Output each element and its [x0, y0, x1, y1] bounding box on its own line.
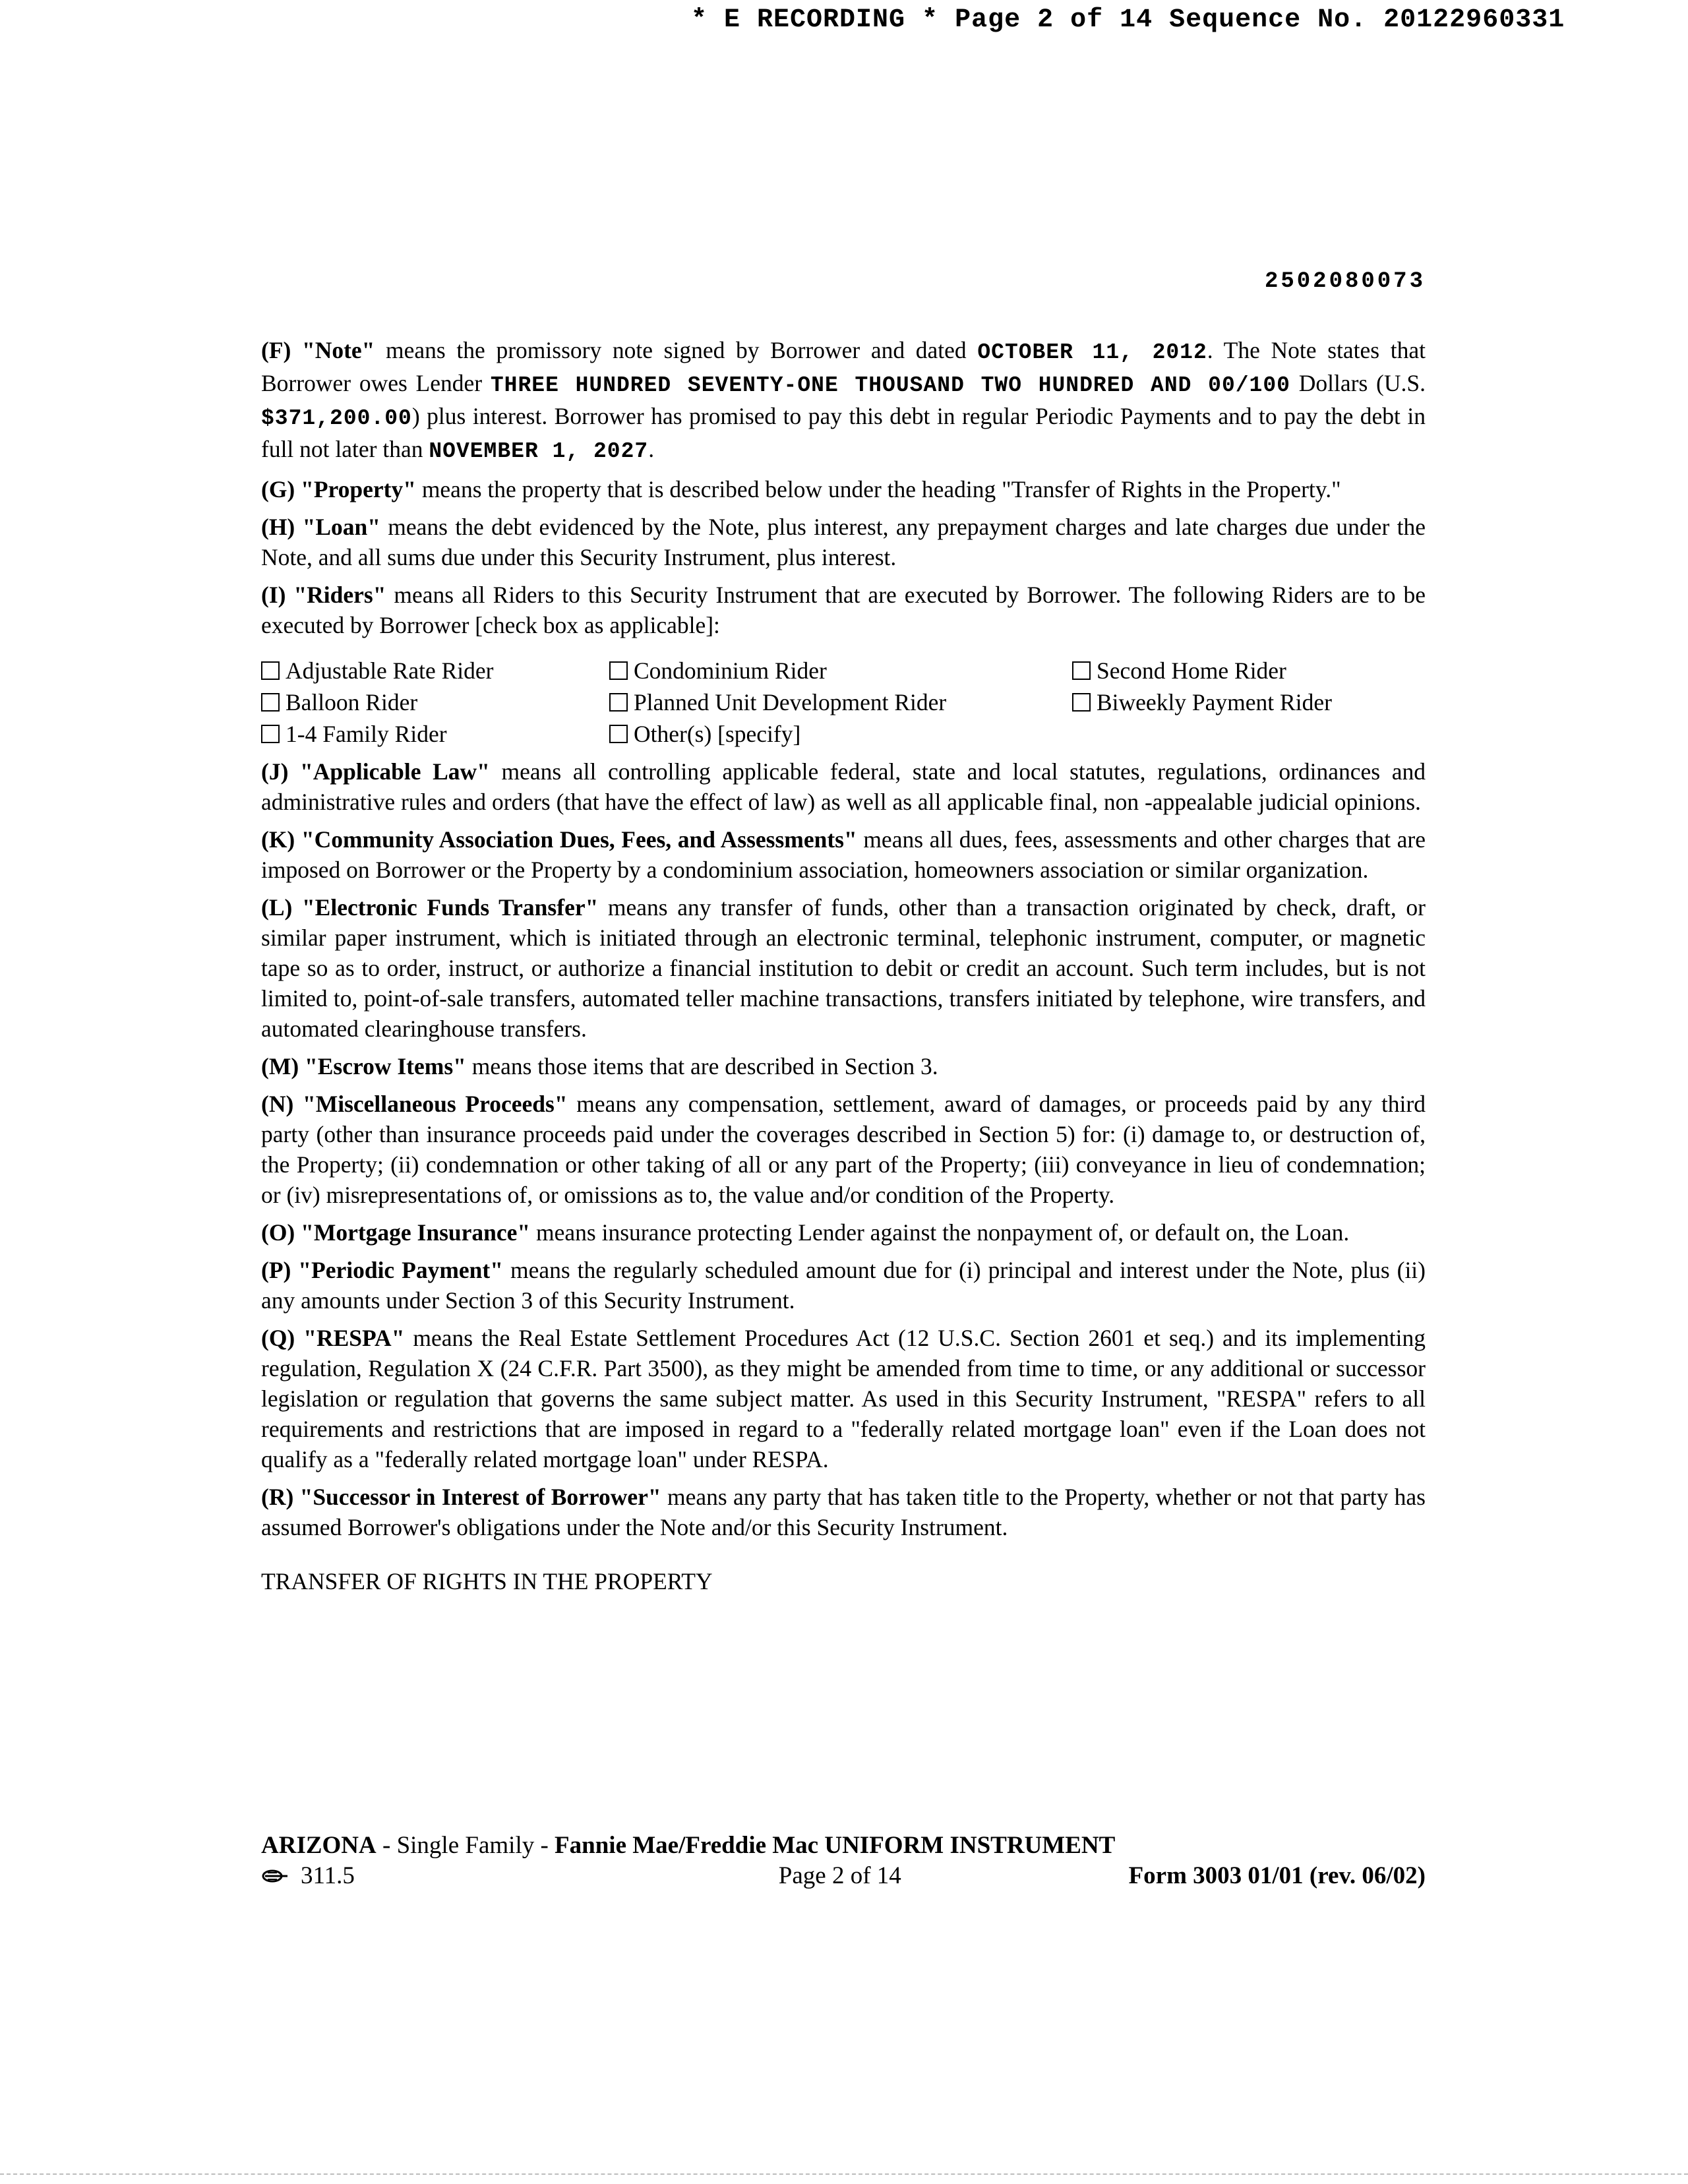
footer-line-1 — [261, 1831, 1426, 1861]
definition-term: (I) "Riders" — [261, 582, 386, 608]
rider-planned-unit-development[interactable] — [609, 686, 1072, 718]
rider-label: 1-4 Family Rider — [286, 721, 447, 747]
footer-line-2 — [261, 1861, 1426, 1891]
definition-i — [261, 580, 1426, 640]
definition-text: means the regularly scheduled amount due for (i) principal and interest under the Note, plus (ii) any amounts under Section 3 of this Security Instrument. — [261, 1257, 1426, 1314]
rider-label: Biweekly Payment Rider — [1097, 689, 1332, 715]
rider-biweekly-payment[interactable] — [1072, 686, 1426, 718]
definition-l — [261, 892, 1426, 1044]
rider-label: Balloon Rider — [286, 689, 418, 715]
section-heading: TRANSFER OF RIGHTS IN THE PROPERTY — [261, 1568, 713, 1594]
definition-term: (Q) "RESPA" — [261, 1325, 405, 1351]
definition-f — [261, 335, 1426, 467]
definition-text: Dollars (U.S. — [1290, 370, 1426, 396]
form-code: 311.5 — [301, 1862, 355, 1889]
loan-amount: $371,200.00 — [261, 406, 412, 431]
rider-label: Planned Unit Development Rider — [634, 689, 947, 715]
definition-h — [261, 512, 1426, 572]
definition-r — [261, 1482, 1426, 1542]
form-logo-icon — [261, 1869, 289, 1883]
definition-text: means any transfer of funds, other than a transaction originated by check, draft, or similar paper instrument, which is initiated through an electronic terminal, telephonic instrument, computer, or magnetic tape so as to order, instruct, or authorize a financial institution to debit or credit an account. Such term includes, but is not limited to, point-of-sale transfers, automated teller machine transactions, transfers initiated by telephone, wire transfers, and automated clearinghouse transfers. — [261, 894, 1426, 1042]
definition-j — [261, 756, 1426, 817]
definition-term: (N) "Miscellaneous Proceeds" — [261, 1091, 568, 1117]
document-body — [261, 335, 1426, 1604]
loan-number: 2502080073 — [1264, 269, 1426, 294]
definition-text: means any party that has taken title to the Property, whether or not that party has assumed Borrower's obligations under the Note and/or this Security Instrument. — [261, 1484, 1426, 1540]
definition-text: means those items that are described in Section 3. — [466, 1053, 938, 1079]
checkbox[interactable] — [609, 661, 628, 680]
definition-text: ) plus interest. Borrower has promised to pay this debt in regular Periodic Payments and to pay the debt in full not later than — [261, 403, 1426, 462]
definition-term: (F) "Note" — [261, 337, 375, 363]
definition-q — [261, 1323, 1426, 1474]
definition-text: means all Riders to this Security Instrument that are executed by Borrower. The following Riders are to be executed by Borrower [check box as applicable]: — [261, 582, 1426, 638]
form-number: Form 3003 01/01 (rev. 06/02) — [1128, 1862, 1426, 1889]
rider-other[interactable] — [609, 718, 1072, 750]
recording-stamp: * E RECORDING * Page 2 of 14 Sequence No. 20122960331 — [691, 5, 1565, 35]
definition-term: (O) "Mortgage Insurance" — [261, 1219, 531, 1246]
checkbox[interactable] — [261, 693, 280, 712]
definition-text: means the Real Estate Settlement Procedures Act (12 U.S.C. Section 2601 et seq.) and its implementing regulation, Regulation X (24 C.F.R. Part 3500), as they might be amended from time to time, or any additional or successor legislation or regulation that governs the same subject matter. As used in this Security Instrument, "RESPA" refers to all requirements and restrictions that are imposed in regard to a "federally related mortgage loan" even if the Loan does not qualify as a "federally related mortgage loan" under RESPA. — [261, 1325, 1426, 1472]
checkbox[interactable] — [609, 693, 628, 712]
footer-separator: - Single Family - — [376, 1832, 555, 1859]
checkbox[interactable] — [1072, 661, 1091, 680]
rider-adjustable-rate[interactable] — [261, 655, 609, 686]
definition-term: (L) "Electronic Funds Transfer" — [261, 894, 599, 921]
definition-p — [261, 1255, 1426, 1316]
definition-o — [261, 1217, 1426, 1248]
rider-label: Adjustable Rate Rider — [286, 657, 494, 684]
definition-m — [261, 1051, 1426, 1081]
loan-amount-words: THREE HUNDRED SEVENTY-ONE THOUSAND TWO HUNDRED AND 00/100 — [490, 373, 1290, 398]
page-bottom-rule — [0, 2173, 1688, 2175]
footer-form-code — [261, 1861, 551, 1891]
checkbox[interactable] — [1072, 693, 1091, 712]
definition-text: . The Note states that Borrower owes Lender — [261, 337, 1426, 396]
definition-text: means the promissory note signed by Borrower and dated — [375, 337, 978, 363]
definition-k — [261, 824, 1426, 885]
definition-term: (K) "Community Association Dues, Fees, and Assessments" — [261, 826, 857, 853]
rider-label: Other(s) [specify] — [634, 721, 801, 747]
definition-term: (J) "Applicable Law" — [261, 758, 490, 785]
riders-checklist — [261, 655, 1426, 750]
definition-text: means all controlling applicable federal, state and local statutes, regulations, ordinances and administrative rules and orders (that have the effect of law) as well as all applicable final, non -appealable judicial opinions. — [261, 758, 1426, 815]
footer-state: ARIZONA — [261, 1832, 377, 1859]
checkbox[interactable] — [261, 661, 280, 680]
definition-term: (P) "Periodic Payment" — [261, 1257, 503, 1283]
definition-term: (H) "Loan" — [261, 514, 380, 540]
rider-condominium[interactable] — [609, 655, 1072, 686]
rider-label: Condominium Rider — [634, 657, 827, 684]
rider-second-home[interactable] — [1072, 655, 1426, 686]
definition-term: (R) "Successor in Interest of Borrower" — [261, 1484, 661, 1510]
definition-term: (M) "Escrow Items" — [261, 1053, 466, 1079]
page-footer — [261, 1831, 1426, 1891]
maturity-date: NOVEMBER 1, 2027 — [429, 439, 649, 464]
rider-label: Second Home Rider — [1097, 657, 1286, 684]
definition-text: means the debt evidenced by the Note, plus interest, any prepayment charges and late charges due under the Note, and all sums due under this Security Instrument, plus interest. — [261, 514, 1426, 570]
definition-text: means insurance protecting Lender against the nonpayment of, or default on, the Loan. — [530, 1219, 1350, 1246]
definition-text: means any compensation, settlement, award of damages, or proceeds paid by any third party (other than insurance proceeds paid under the coverages described in Section 5) for: (i) damage to, or destruction of, the Property; (ii) condemnation or other taking of all or any part of the Property; (iii) conveyance in lieu of condemnation; or (iv) misrepresentations of, or omissions as to, the value and/or condition of the Property. — [261, 1091, 1426, 1208]
definition-g — [261, 474, 1426, 504]
checkbox[interactable] — [261, 725, 280, 743]
definition-term: (G) "Property" — [261, 476, 416, 502]
note-date: OCTOBER 11, 2012 — [977, 340, 1207, 365]
definition-n — [261, 1089, 1426, 1210]
definition-text: means the property that is described below under the heading "Transfer of Rights in the Property." — [415, 476, 1341, 502]
checkbox[interactable] — [609, 725, 628, 743]
footer-instrument: Fannie Mae/Freddie Mac UNIFORM INSTRUMENT — [555, 1832, 1116, 1859]
rider-1-4-family[interactable] — [261, 718, 609, 750]
page-number: Page 2 of 14 — [778, 1862, 901, 1889]
rider-balloon[interactable] — [261, 686, 609, 718]
definition-text: means all dues, fees, assessments and other charges that are imposed on Borrower or the Property by a condominium association, homeowners association or similar organization. — [261, 826, 1426, 883]
definition-text: . — [648, 436, 655, 462]
